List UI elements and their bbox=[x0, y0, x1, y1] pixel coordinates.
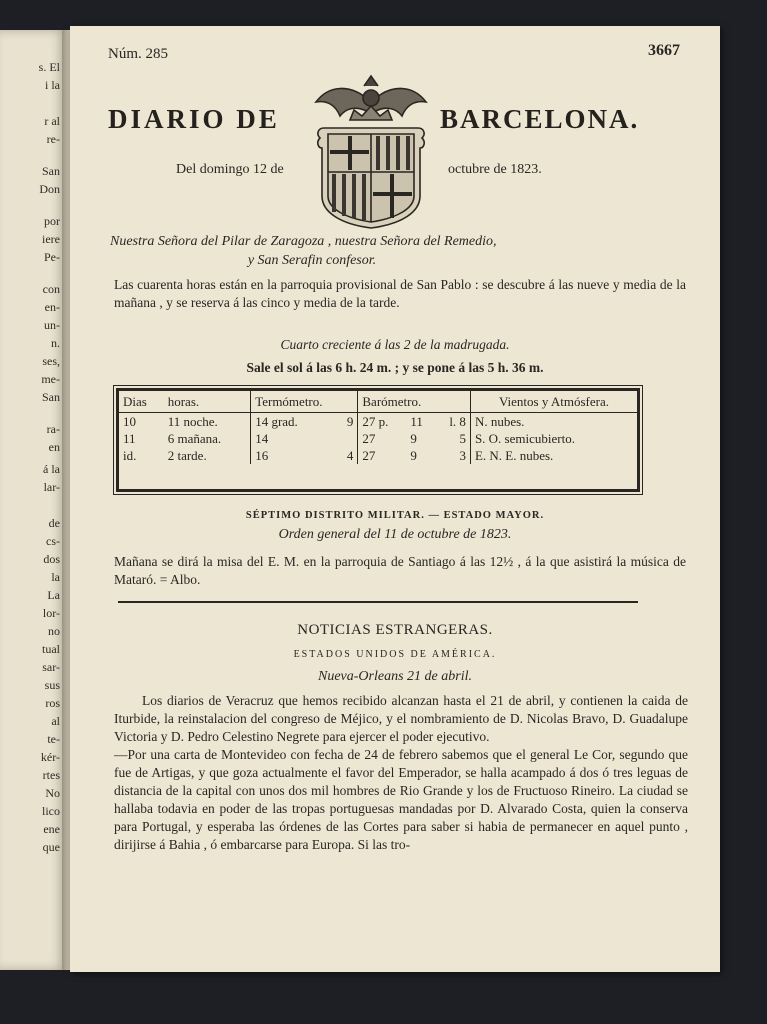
previous-page-edge bbox=[0, 30, 66, 970]
previous-page-text-fragment: te- bbox=[47, 732, 60, 746]
article-body bbox=[114, 692, 688, 854]
date-left: Del domingo 12 de bbox=[176, 162, 284, 177]
sunrise-sunset: Sale el sol á las 6 h. 24 m. ; y se pone á las 5 h. 36 m. bbox=[246, 360, 544, 375]
previous-page-text-fragment: que bbox=[42, 840, 60, 854]
previous-page-text-fragment: con bbox=[42, 282, 60, 296]
cell-hora: 2 tarde. bbox=[167, 448, 207, 463]
general-order-heading: Orden general del 11 de octubre de 1823. bbox=[278, 527, 512, 542]
masthead-right: BARCELONA. bbox=[440, 104, 640, 134]
previous-page-text-fragment: la bbox=[51, 570, 60, 584]
issue-number: Núm. 285 bbox=[108, 46, 168, 62]
previous-page-text-fragment: No bbox=[45, 786, 60, 800]
previous-page-text-fragment: s. El bbox=[38, 60, 60, 74]
cell-bar: 27 bbox=[358, 430, 406, 447]
header-dias: Dias bbox=[119, 391, 164, 413]
cell-dia: 10 bbox=[123, 414, 136, 429]
previous-page-text-fragment: de bbox=[48, 516, 60, 530]
previous-page-text-fragment: iere bbox=[42, 232, 60, 246]
cell-term2: 9 bbox=[346, 414, 354, 429]
previous-page-text-fragment: me- bbox=[41, 372, 60, 386]
previous-page-text-fragment: sar- bbox=[42, 660, 60, 674]
foreign-news-heading: NOTICIAS ESTRANGERAS. bbox=[297, 622, 493, 638]
cell-bar3: 5 bbox=[459, 431, 466, 446]
barcelona-coat-of-arms-icon bbox=[310, 72, 432, 236]
page-number: 3667 bbox=[648, 42, 680, 59]
previous-page-text-fragment: por bbox=[44, 214, 60, 228]
previous-page-text-fragment: i la bbox=[45, 78, 60, 92]
masthead-left: DIARIO DE bbox=[108, 104, 280, 134]
previous-page-text-fragment: Don bbox=[39, 182, 60, 196]
weather-table bbox=[116, 388, 640, 492]
cell-dia: id. bbox=[123, 448, 137, 463]
previous-page-text-fragment: al bbox=[51, 714, 60, 728]
mass-notice: Mañana se dirá la misa del E. M. en la parroquia de Santiago á las 12½ , á la que asistirá la música de Mataró. = Albo. bbox=[114, 554, 686, 587]
previous-page-text-fragment: rtes bbox=[42, 768, 60, 782]
dateline: Nueva-Orleans 21 de abril. bbox=[318, 669, 472, 684]
previous-page-text-fragment: á la bbox=[43, 462, 60, 476]
previous-page-text-fragment: lar- bbox=[43, 480, 60, 494]
previous-page-text-fragment: La bbox=[47, 588, 60, 602]
cell-viento: E. N. E. nubes. bbox=[470, 447, 637, 464]
forty-hours-notice: Las cuarenta horas están en la parroquia provisional de San Pablo : se descubre á las nueve y media de la mañana , y se reserva á las cinco y media de la tarde. bbox=[114, 277, 686, 310]
header-vientos: Vientos y Atmósfera. bbox=[470, 391, 637, 413]
previous-page-text-fragment: San bbox=[42, 164, 60, 178]
previous-page-text-fragment: re- bbox=[46, 132, 60, 146]
previous-page-text-fragment: un- bbox=[44, 318, 60, 332]
cell-dia: 11 bbox=[123, 431, 136, 446]
cell-viento: S. O. semicubierto. bbox=[470, 430, 637, 447]
cell-bar3: 3 bbox=[459, 448, 466, 463]
saints-line-1: Nuestra Señora del Pilar de Zaragoza , nuestra Señora del Remedio, bbox=[110, 234, 497, 249]
header-termometro: Termómetro. bbox=[251, 391, 358, 413]
cell-term2: 4 bbox=[346, 448, 354, 463]
previous-page-text-fragment: ene bbox=[43, 822, 60, 836]
previous-page-text-fragment: no bbox=[48, 624, 60, 638]
saints-line-2: y San Serafin confesor. bbox=[247, 253, 377, 268]
previous-page-text-fragment: dos bbox=[43, 552, 60, 566]
cell-bar3: l. 8 bbox=[449, 414, 466, 429]
cell-bar2: 11 bbox=[410, 414, 423, 429]
military-district-heading: SÉPTIMO DISTRITO MILITAR. — ESTADO MAYOR. bbox=[245, 510, 545, 521]
previous-page-text-fragment: en bbox=[48, 440, 60, 454]
header-barometro: Barómetro. bbox=[358, 391, 471, 413]
previous-page-text-fragment: San bbox=[42, 390, 60, 404]
previous-page-text-fragment: r al bbox=[44, 114, 60, 128]
newspaper-page bbox=[70, 26, 720, 972]
previous-page-text-fragment: n. bbox=[51, 336, 60, 350]
cell-bar2: 9 bbox=[410, 448, 417, 463]
cell-term: 16 bbox=[251, 447, 334, 464]
country-heading: ESTADOS UNIDOS DE AMÉRICA. bbox=[293, 649, 497, 660]
previous-page-text-fragment: en- bbox=[44, 300, 60, 314]
previous-page-text-fragment: tual bbox=[42, 642, 60, 656]
cell-bar: 27 bbox=[358, 447, 406, 464]
table-row bbox=[119, 413, 637, 431]
moon-phase: Cuarto creciente á las 2 de la madrugada. bbox=[280, 337, 510, 352]
previous-page-text-fragment: kér- bbox=[40, 750, 60, 764]
previous-page-text-fragment: cs- bbox=[46, 534, 60, 548]
article-paragraph: —Por una carta de Montevideo con fecha de 24 de febrero sabemos que el general Le Cor, segundo que fue de Artigas, y que goza actualmente el favor del Emperador, se halla acampado á dos ó tres leguas de distancia de la capital con unos dos mil hombres de Rio Grande y los de Fructuoso Rineiro. La ciudad se hallaba todavia en poder de las tropas portuguesas mandadas por D. Alvarado Costa, quien la conserva para Portugal, y esperaba las órdenes de las Cortes para saber si habia de permanecer en aquel punto , dirijirse á Bahia , ó embarcarse para Europa. Si las tro- bbox=[114, 747, 688, 852]
article-paragraph: Los diarios de Veracruz que hemos recibido alcanzan hasta el 21 de abril, y contienen la caida de Iturbide, la reinstalacion del congreso de Méjico, y el nombramiento de D. Nicolas Bravo, D. Guadalupe Victoria y D. Pedro Celestino Negrete para ejercer el poder ejecutivo. bbox=[114, 693, 688, 744]
previous-page-text-fragment: ses, bbox=[42, 354, 60, 368]
cell-term2 bbox=[334, 430, 358, 447]
header-horas: horas. bbox=[164, 391, 251, 413]
table-row bbox=[119, 447, 637, 464]
table-row bbox=[119, 430, 637, 447]
previous-page-text-fragment: sus bbox=[44, 678, 60, 692]
date-right: octubre de 1823. bbox=[448, 162, 542, 177]
previous-page-text-fragment: ros bbox=[45, 696, 60, 710]
cell-bar: 27 p. bbox=[358, 413, 406, 431]
cell-term: 14 grad. bbox=[251, 413, 334, 431]
cell-bar2: 9 bbox=[410, 431, 417, 446]
cell-term: 14 bbox=[251, 430, 334, 447]
cell-hora: 6 mañana. bbox=[167, 431, 222, 446]
previous-page-text-fragment: Pe- bbox=[44, 250, 60, 264]
previous-page-text-fragment: ra- bbox=[46, 422, 60, 436]
previous-page-text-fragment: lor- bbox=[42, 606, 60, 620]
cell-hora: 11 noche. bbox=[167, 414, 218, 429]
section-divider bbox=[118, 601, 638, 603]
previous-page-text-fragment: lico bbox=[42, 804, 60, 818]
cell-viento: N. nubes. bbox=[470, 413, 637, 431]
